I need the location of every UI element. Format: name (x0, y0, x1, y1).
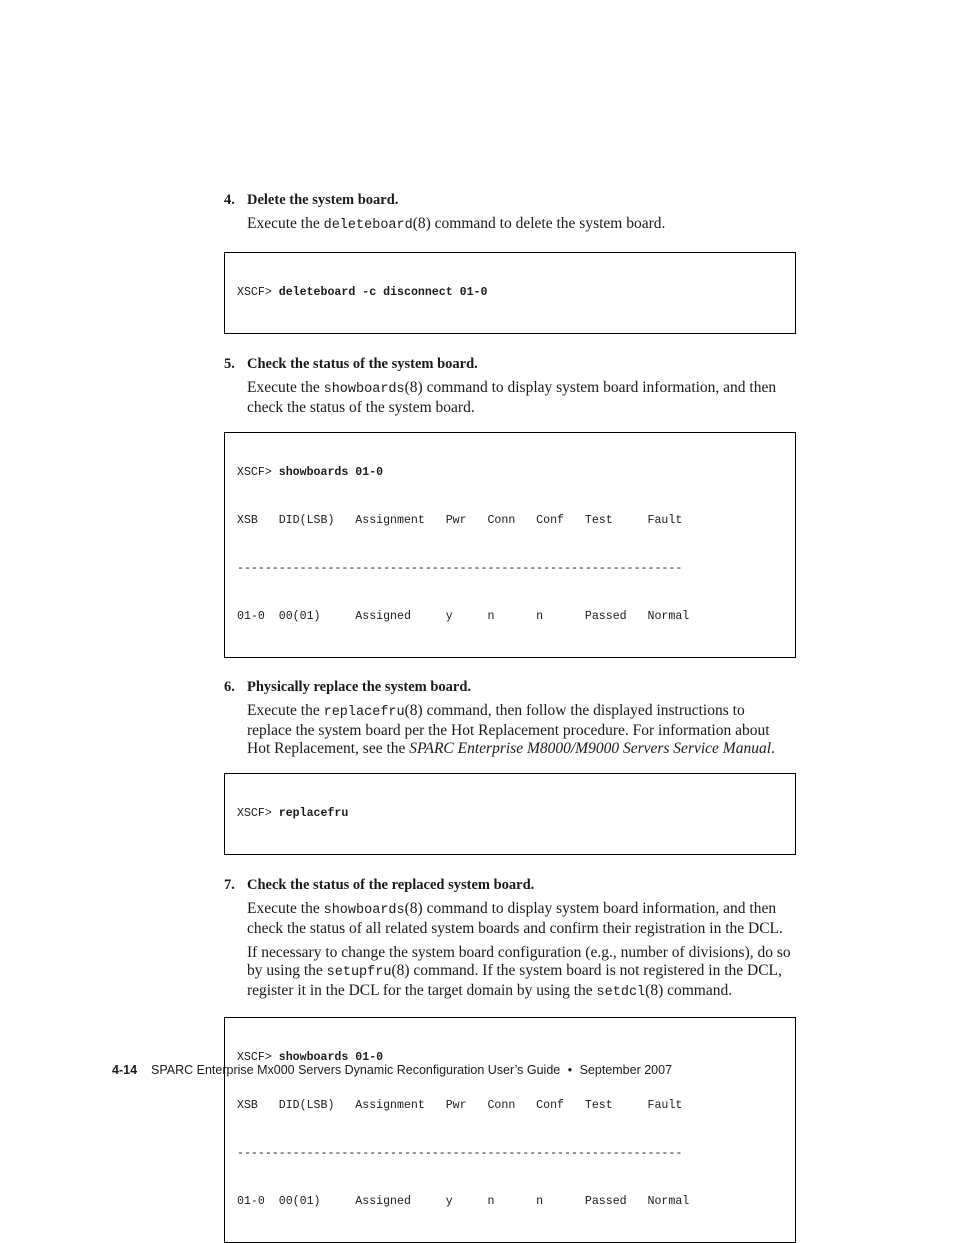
step-7 (224, 876, 796, 1002)
step-paragraph (247, 900, 792, 938)
command-name: showboards (323, 382, 405, 397)
step-paragraph (247, 379, 792, 417)
command-name: deleteboard (323, 218, 413, 233)
code-block (224, 252, 796, 334)
code-output-line: ---------------------------------------------------------------- (237, 562, 683, 575)
prompt: XSCF> (237, 1051, 279, 1064)
page-footer (112, 1063, 672, 1077)
step-paragraph (247, 944, 792, 1002)
step-heading (224, 191, 796, 209)
book-reference: SPARC Enterprise M8000/M9000 Servers Service Manual (409, 740, 772, 757)
step-paragraph (247, 702, 792, 758)
footer-bullet: • (567, 1063, 573, 1077)
text-run: (8) command to display system board information, and then check the status of all related system boards and confirm their registration in the DCL. (247, 900, 783, 937)
step-6 (224, 678, 796, 758)
text-run: (8) command to delete the system board. (412, 215, 666, 232)
text-run: Execute the (247, 900, 324, 917)
step-number: 4. (224, 192, 235, 208)
code-block (224, 773, 796, 855)
step-title: Check the status of the replaced system board. (247, 877, 535, 893)
code-output-line: 01-0 00(01) Assigned y n n Passed Normal (237, 1195, 690, 1208)
command: showboards 01-0 (278, 466, 384, 479)
text-run: . (771, 740, 775, 757)
step-title: Check the status of the system board. (247, 356, 478, 372)
command-name: showboards (323, 903, 405, 918)
text-run: Execute the (247, 215, 324, 232)
step-heading (224, 876, 796, 894)
command: replacefru (278, 807, 349, 820)
text-run: (8) command to display system board information, and then check the status of the system board. (247, 379, 777, 416)
command-name: setupfru (326, 965, 392, 980)
step-number: 7. (224, 877, 235, 893)
step-number: 5. (224, 356, 235, 372)
prompt: XSCF> (237, 286, 279, 299)
text-run: Execute the (247, 702, 324, 719)
code-prompt-line (237, 465, 795, 481)
code-prompt-line (237, 285, 795, 301)
step-5 (224, 355, 796, 417)
text-run: (8) command, then follow the displayed instructions to replace the system board per the Hot Replacement procedure. For information about Hot Replacement, see the (247, 702, 770, 757)
step-title: Physically replace the system board. (247, 679, 472, 695)
text-run: (8) command. If the system board is not registered in the DCL, register it in the DCL for the target domain by using the (247, 962, 782, 999)
code-output-line: ---------------------------------------------------------------- (237, 1147, 683, 1160)
step-heading (224, 678, 796, 696)
step-heading (224, 355, 796, 373)
command: showboards 01-0 (278, 1051, 384, 1064)
prompt: XSCF> (237, 807, 279, 820)
prompt: XSCF> (237, 466, 279, 479)
text-run: (8) command. (645, 982, 733, 999)
code-output-line: 01-0 00(01) Assigned y n n Passed Normal (237, 610, 690, 623)
command-name: replacefru (323, 705, 405, 720)
page-number: 4-14 (112, 1063, 138, 1077)
code-block (224, 1017, 796, 1243)
code-output-line: XSB DID(LSB) Assignment Pwr Conn Conf Test Fault (237, 514, 683, 527)
page-content (224, 191, 796, 1243)
book-title: SPARC Enterprise Mx000 Servers Dynamic Reconfiguration User’s Guide (151, 1063, 561, 1077)
text-run: Execute the (247, 379, 324, 396)
step-number: 6. (224, 679, 235, 695)
text-run: If necessary to change the system board configuration (e.g., number of divisions), do so by using the (247, 944, 791, 979)
code-block (224, 432, 796, 658)
code-prompt-line (237, 806, 795, 822)
step-paragraph (247, 215, 792, 235)
step-4 (224, 191, 796, 235)
code-output-line: XSB DID(LSB) Assignment Pwr Conn Conf Test Fault (237, 1099, 683, 1112)
command-name: setdcl (596, 985, 646, 1000)
command: deleteboard -c disconnect 01-0 (278, 286, 488, 299)
step-title: Delete the system board. (247, 192, 399, 208)
footer-date: September 2007 (579, 1063, 673, 1077)
